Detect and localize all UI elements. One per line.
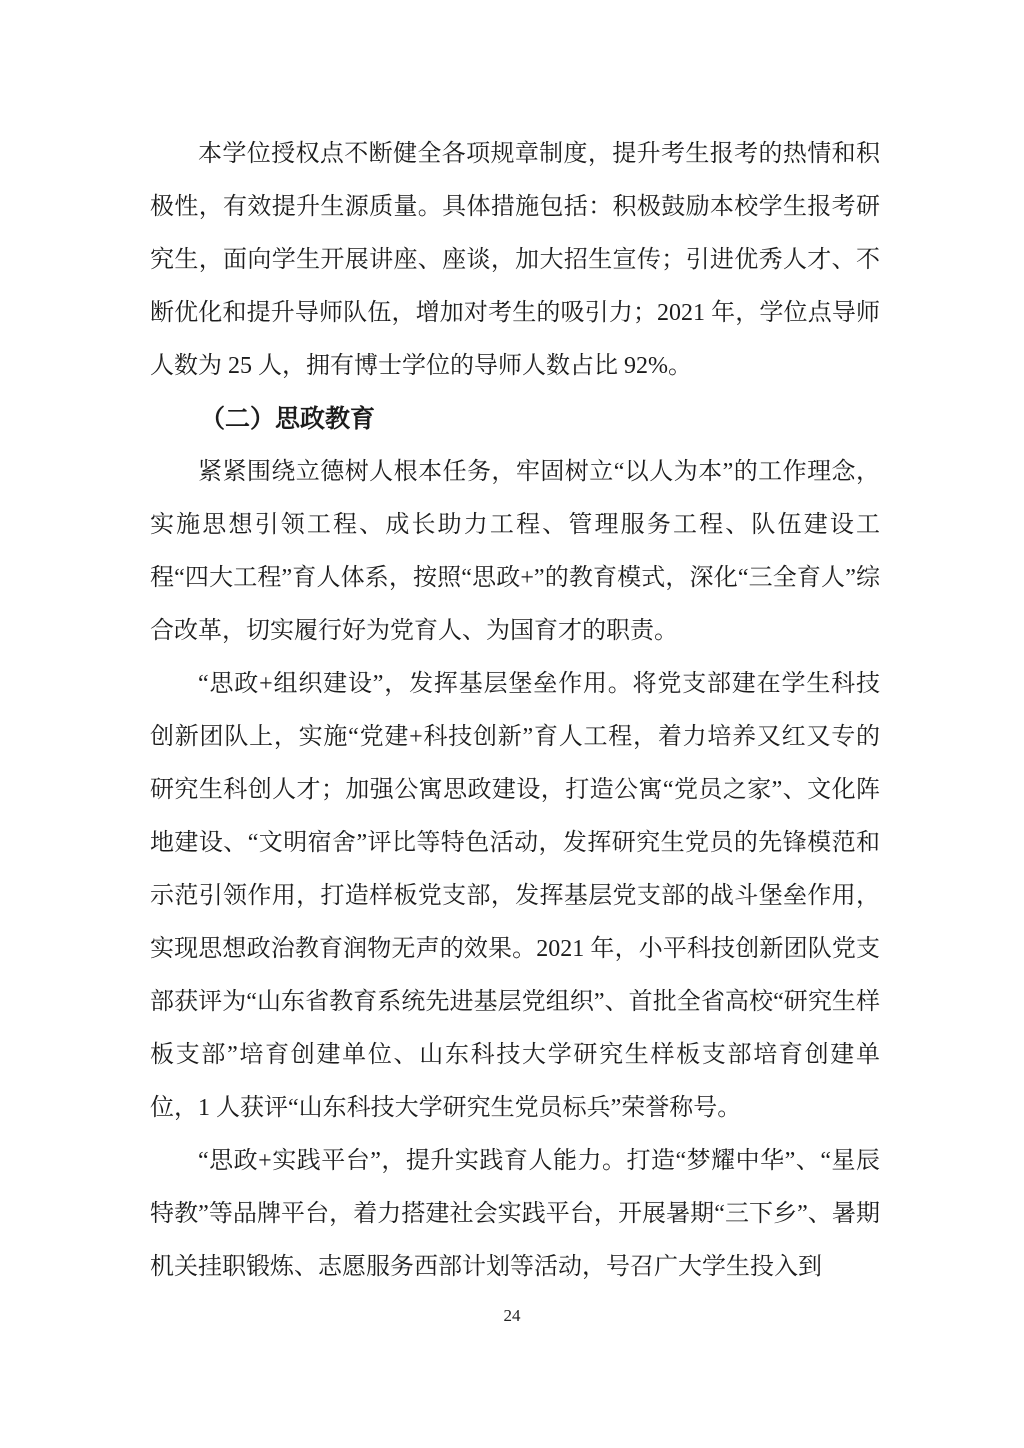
section-heading-ideological-education: （二）思政教育 [200,406,376,433]
paragraph-ideological-overview: 紧紧围绕立德树人根本任务，牢固树立“以人为本”的工作理念，实施思想引领工程、成长助力工程、管理服务工程、队伍建设工程“四大工程”育人体系，按照“思政+”的教育模式，深化“三全育人”综合改革，切实履行好为党育人、为国育才的职责。 [150,459,880,644]
document-page-body [150,128,880,1294]
paragraph-admission-promotion: 本学位授权点不断健全各项规章制度，提升考生报考的热情和积极性，有效提升生源质量。具体措施包括：积极鼓励本校学生报考研究生，面向学生开展讲座、座谈，加大招生宣传；引进优秀人才、不断优化和提升导师队伍，增加对考生的吸引力；2021 年，学位点导师人数为 25 人，拥有博士学位的导师人数占比 92%。 [150,141,880,379]
page-number: 24 [503,1306,521,1325]
paragraph-practice-platform: “思政+实践平台”，提升实践育人能力。打造“梦耀中华”、“星辰特教”等品牌平台，着力搭建社会实践平台，开展暑期“三下乡”、暑期机关挂职锻炼、志愿服务西部计划等活动，号召广大学生投入到 [150,1148,880,1280]
paragraph-org-building: “思政+组织建设”，发挥基层堡垒作用。将党支部建在学生科技创新团队上，实施“党建+科技创新”育人工程，着力培养又红又专的研究生科创人才；加强公寓思政建设，打造公寓“党员之家”、文化阵地建设、“文明宿舍”评比等特色活动，发挥研究生党员的先锋模范和示范引领作用，打造样板党支部，发挥基层党支部的战斗堡垒作用，实现思想政治教育润物无声的效果。2021 年，小平科技创新团队党支部获评为“山东省教育系统先进基层党组织”、首批全省高校“研究生样板支部”培育创建单位、山东科技大学研究生样板支部培育创建单位，1 人获评“山东科技大学研究生党员标兵”荣誉称号。 [150,671,880,1121]
